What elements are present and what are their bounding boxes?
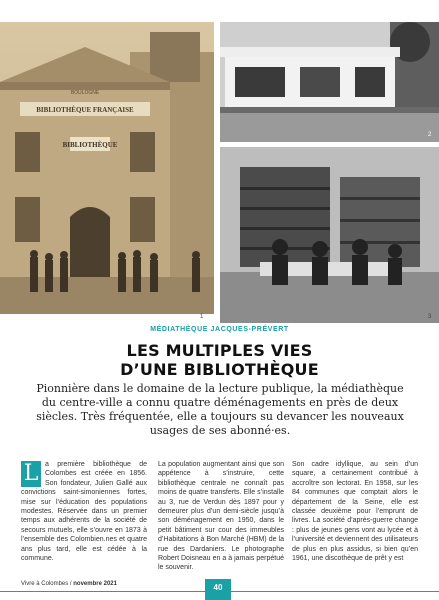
article-lead: Pionnière dans le domaine de la lecture publique, la médiathèque du centre-ville a connu quatre déménagements en près de deux siècles. Très fréquentée, elle a toujours su devancer les nouveaux usages de ses abonné·es. — [36, 382, 404, 437]
sign-facade-text: BIBLIOTHÈQUE FRANÇAISE — [36, 106, 134, 114]
sign-door-text: BIBLIOTHÈQUE — [62, 141, 118, 149]
dropcap: L — [21, 461, 41, 487]
photo-number-1: 1 — [200, 314, 204, 320]
footer-publication — [21, 581, 117, 587]
article-title-line-1: LES MULTIPLES VIES — [126, 341, 313, 360]
sign-top-text: BOULOGNE — [70, 90, 100, 96]
article-column-3: Son cadre idyllique, au sein d’un square, a certainement contribué à accroître son lectorat. En 1958, sur les 84 communes que comptait alors le département de la Seine, elle est classée deuxième pour l’emprunt de livres. La société d’après-guerre change : plus de jeunes gens vont au lycée et à l’université et deviennent des utilisateurs de plus en plus assidus, si bien qu’en 1961, une discothèque de prêt y est — [292, 461, 418, 563]
article-column-1 — [21, 460, 147, 563]
footer-publication-name: Vivre à Colombes — [21, 581, 69, 587]
footer-separator: / — [68, 581, 74, 587]
article-column-1-text: a première bibliothèque de Colombes est créée en 1856. Son fondateur, Julien Gallé aux convictions saint-simoniennes fortes, mise sur l’éducation des populations modestes. Réservée dans un premier temps aux adhérents de la société de secours mutuels, elle s’ouvre en 1873 à l’ensemble des Colombien.nes et quatre ans plus tard, elle est cédée à la commune. — [21, 461, 147, 563]
photo-library-facade — [0, 22, 214, 314]
article-kicker: MÉDIATHÈQUE JACQUES-PRÉVERT — [150, 326, 289, 333]
page-number: 40 — [205, 579, 231, 600]
photo-number-2: 2 — [428, 132, 432, 138]
photo-modern-building — [220, 22, 439, 142]
article-column-2: La population augmentant ainsi que son appétence à s’instruire, cette bibliothèque centrale ne connaît pas moins de quatre transferts. Elle s’installe au 3, rue de Verdun dès 1897 pour y demeurer plus d’un demi-siècle jusqu’à son déménagement en 1950, dans le petit bâtiment sur cour des immeubles d’Habitations à Bon Marché (HBM) de la rue des Dardaniers. Le photographe Robert Doisneau en a à jamais perpétué le souvenir. — [158, 461, 284, 572]
photo-number-3: 3 — [428, 314, 432, 320]
article-title-line-2: D’UNE BIBLIOTHÈQUE — [120, 360, 319, 379]
article-title — [0, 341, 439, 379]
footer-issue: novembre 2021 — [73, 581, 117, 587]
photo-children-reading — [220, 147, 439, 323]
